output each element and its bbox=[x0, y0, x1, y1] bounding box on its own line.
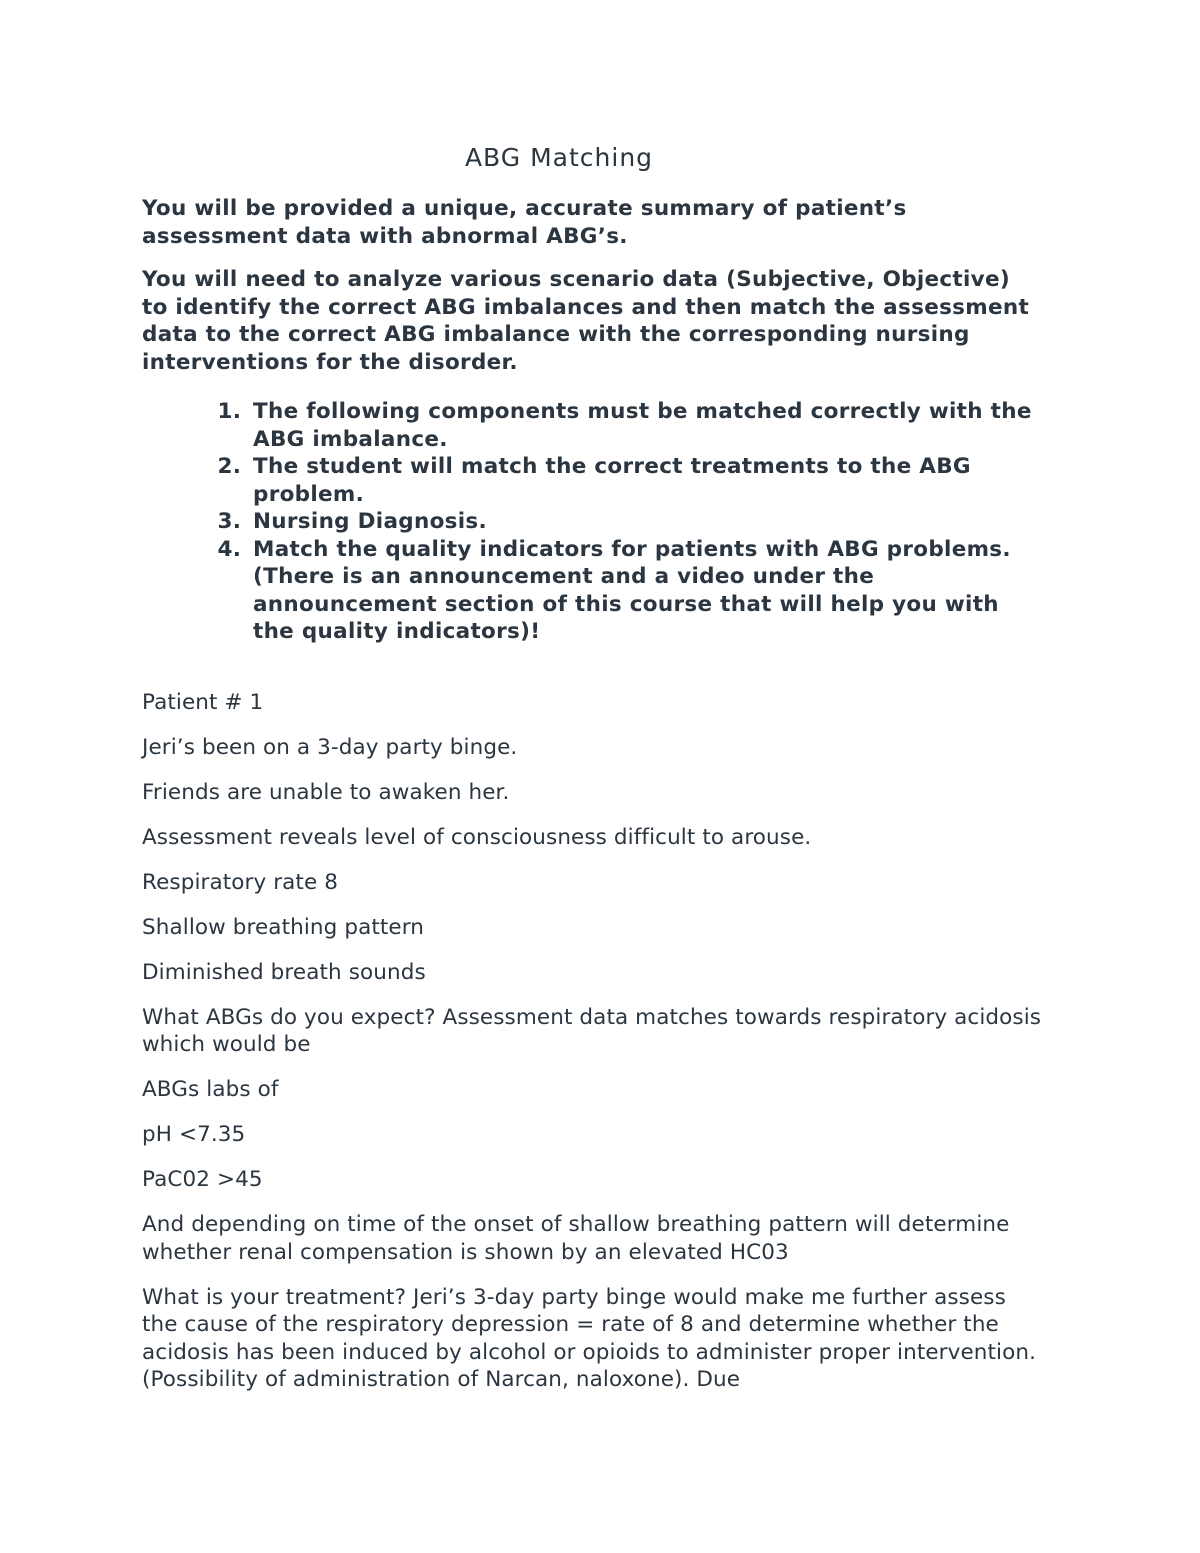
body-paragraph: Diminished breath sounds bbox=[142, 959, 426, 985]
intro-paragraph: You will be provided a unique, accurate summary of patient’s assessment data with abnormal ABG’s. bbox=[142, 196, 907, 249]
body-paragraph: pH <7.35 bbox=[142, 1122, 246, 1147]
requirement-item: 4. Match the quality indicators for patients with ABG problems. (There is an announcement and a video under the announcement section of this course that will help you with the quality indicators)! bbox=[249, 536, 1042, 646]
body-paragraph: What ABGs do you expect? Assessment data matches towards respiratory acidosis which would be bbox=[142, 1004, 1042, 1057]
requirements-list bbox=[142, 398, 1042, 646]
patient-heading: Patient # 1 bbox=[142, 689, 264, 715]
intro-section bbox=[142, 195, 1042, 376]
body-paragraph: And depending on time of the onset of shallow breathing pattern will determine whether renal compensation is shown by an elevated HC03 bbox=[142, 1212, 1010, 1265]
body-paragraph: Assessment reveals level of consciousness difficult to arouse. bbox=[142, 824, 812, 850]
document-content bbox=[142, 141, 1042, 1411]
requirement-item: 1. The following components must be matched correctly with the ABG imbalance. bbox=[249, 398, 1042, 453]
requirement-item: 3. Nursing Diagnosis. bbox=[249, 508, 1042, 536]
body-paragraph: Respiratory rate 8 bbox=[142, 869, 339, 895]
patient-scenario bbox=[142, 689, 1042, 1394]
body-paragraph: Friends are unable to awaken her. bbox=[142, 779, 510, 805]
body-paragraph: What is your treatment? Jeri’s 3-day party binge would make me further assess the cause of the respiratory depression = rate of 8 and determine whether the acidosis has been induced by alcohol or opioids to administer proper intervention. (Possibility of administration of Narcan, naloxone). Due bbox=[142, 1284, 1037, 1392]
body-paragraph: ABGs labs of bbox=[142, 1077, 279, 1102]
intro-paragraph: You will need to analyze various scenario data (Subjective, Objective) to identify the correct ABG imbalances and then match the assessment data to the correct ABG imbalance with the corresponding nursing interventions for the disorder. bbox=[142, 267, 1030, 375]
body-paragraph: Jeri’s been on a 3-day party binge. bbox=[142, 734, 518, 760]
body-paragraph: PaC02 >45 bbox=[142, 1167, 263, 1192]
requirement-item: 2. The student will match the correct treatments to the ABG problem. bbox=[249, 453, 1042, 508]
body-paragraph: Shallow breathing pattern bbox=[142, 914, 425, 940]
document-title: ABG Matching bbox=[464, 143, 654, 172]
